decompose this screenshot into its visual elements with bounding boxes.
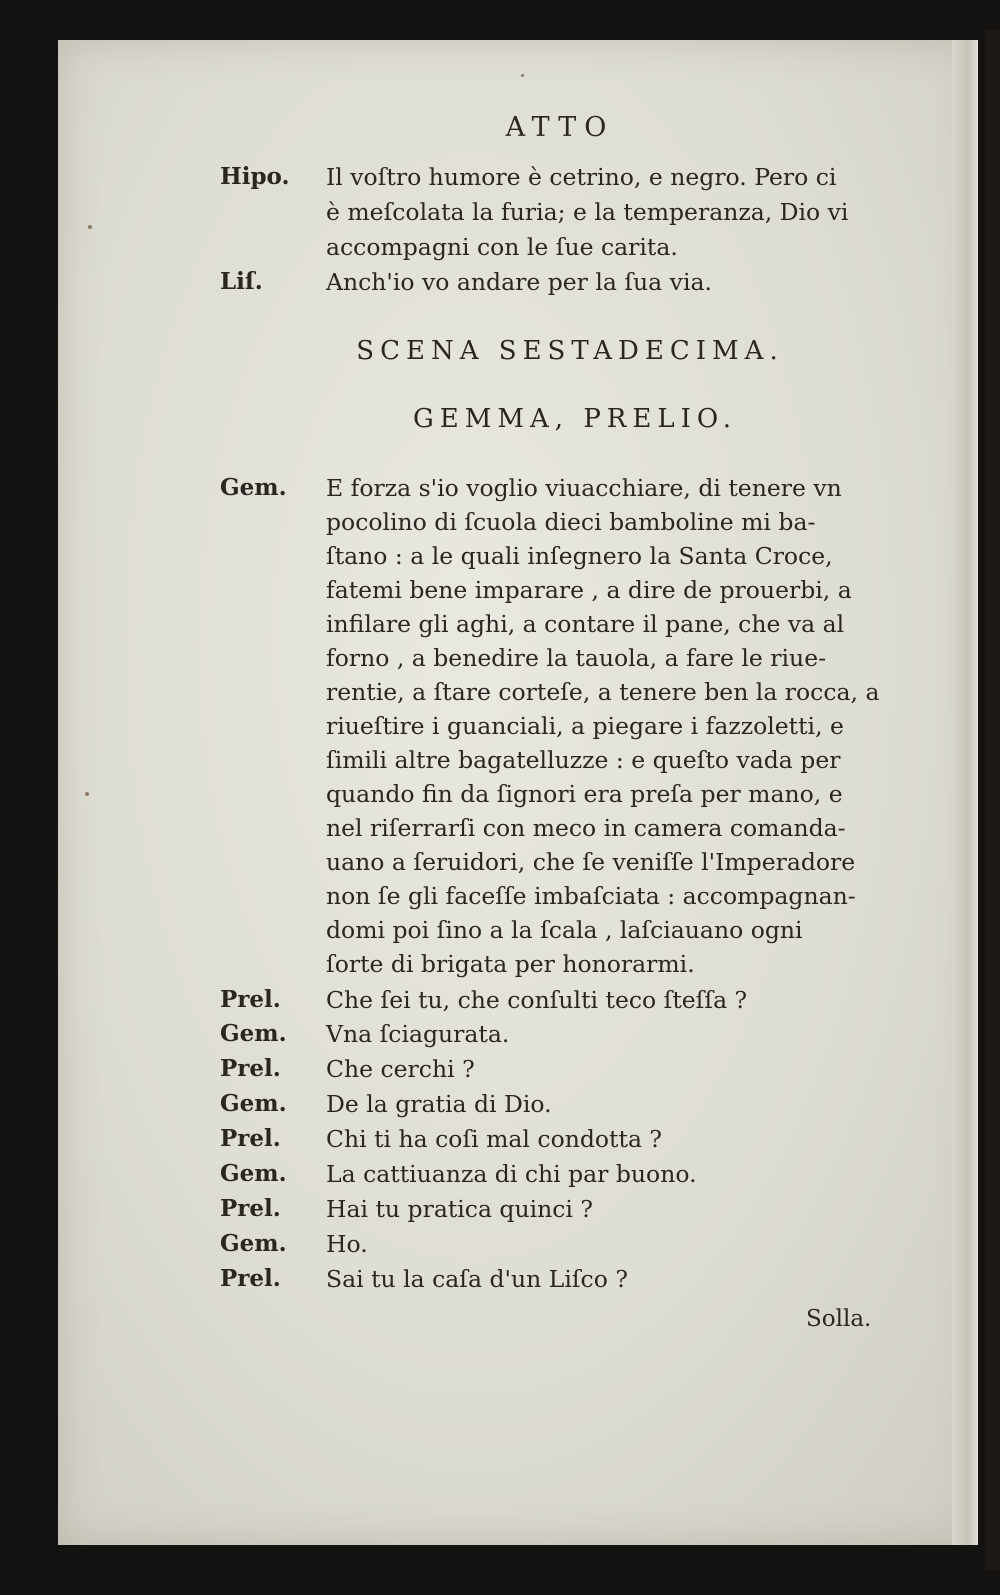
text-line: accompagni con le ſue carita.	[326, 233, 678, 261]
text-line: Che cerchi ?	[326, 1055, 475, 1083]
speaker-label: Prel.	[220, 1055, 281, 1082]
text-line: fatemi bene imparare , a dire de prouerbi, a	[326, 576, 852, 604]
text-line: nel riſerrarſi con meco in camera comanda-	[326, 814, 846, 842]
scene-characters: GEMMA, PRELIO.	[413, 404, 737, 434]
speaker-label: Gem.	[220, 1160, 287, 1187]
text-line: Ho.	[326, 1230, 368, 1258]
speaker-label: Hipo.	[220, 163, 290, 190]
text-line: quando fin da ſignori era preſa per mano, e	[326, 780, 843, 808]
text-line: E forza s'io voglio viuacchiare, di tenere vn	[326, 474, 842, 502]
speaker-label: Gem.	[220, 1090, 287, 1117]
text-line: riueſtire i guanciali, a piegare i fazzoletti, e	[326, 712, 844, 740]
text-line: La cattiuanza di chi par buono.	[326, 1160, 697, 1188]
running-header: ATTO	[505, 112, 615, 143]
text-line: è meſcolata la furia; e la temperanza, Dio vi	[326, 198, 849, 226]
catchword: Solla.	[806, 1306, 872, 1332]
speaker-label: Prel.	[220, 1265, 281, 1292]
text-line: ſtano : a le quali inſegnero la Santa Croce,	[326, 542, 833, 570]
text-line: Chi ti ha coſi mal condotta ?	[326, 1125, 663, 1153]
text-line: rentie, a ſtare corteſe, a tenere ben la rocca, a	[326, 678, 880, 706]
text-line: non ſe gli faceſſe imbaſciata : accompagnan-	[326, 882, 856, 910]
foxing-spot	[88, 225, 92, 229]
text-line: De la gratia di Dio.	[326, 1090, 552, 1118]
scene-title: SCENA SESTADECIMA.	[356, 336, 784, 366]
speaker-label: Gem.	[220, 474, 287, 501]
foxing-spot	[521, 74, 524, 77]
speaker-label: Gem.	[220, 1020, 287, 1047]
text-line: pocolino di ſcuola dieci bamboline mi ba-	[326, 508, 816, 536]
text-line: uano a ſeruidori, che ſe veniſſe l'Imperadore	[326, 848, 856, 876]
book-edge	[985, 30, 1000, 1570]
speaker-label: Liſ.	[220, 268, 263, 295]
foxing-spot	[85, 792, 89, 796]
text-line: Sai tu la caſa d'un Liſco ?	[326, 1265, 628, 1293]
text-line: Anch'io vo andare per la ſua via.	[326, 268, 712, 296]
speaker-label: Prel.	[220, 986, 281, 1013]
text-line: infilare gli aghi, a contare il pane, che va al	[326, 610, 845, 638]
speaker-label: Gem.	[220, 1230, 287, 1257]
text-line: forno , a benedire la tauola, a fare le riue-	[326, 644, 827, 672]
text-line: ſorte di brigata per honorarmi.	[326, 950, 695, 978]
speaker-label: Prel.	[220, 1125, 281, 1152]
text-line: Il voſtro humore è cetrino, e negro. Pero ci	[326, 163, 837, 191]
text-line: Hai tu pratica quinci ?	[326, 1195, 594, 1223]
page-gutter	[952, 40, 978, 1545]
text-line: domi poi ſino a la ſcala , laſciauano ogni	[326, 916, 803, 944]
text-line: Che ſei tu, che conſulti teco ſteſſa ?	[326, 986, 748, 1014]
speaker-label: Prel.	[220, 1195, 281, 1222]
text-line: Vna ſciagurata.	[326, 1020, 510, 1048]
text-line: ſimili altre bagatelluzze : e queſto vada per	[326, 746, 841, 774]
